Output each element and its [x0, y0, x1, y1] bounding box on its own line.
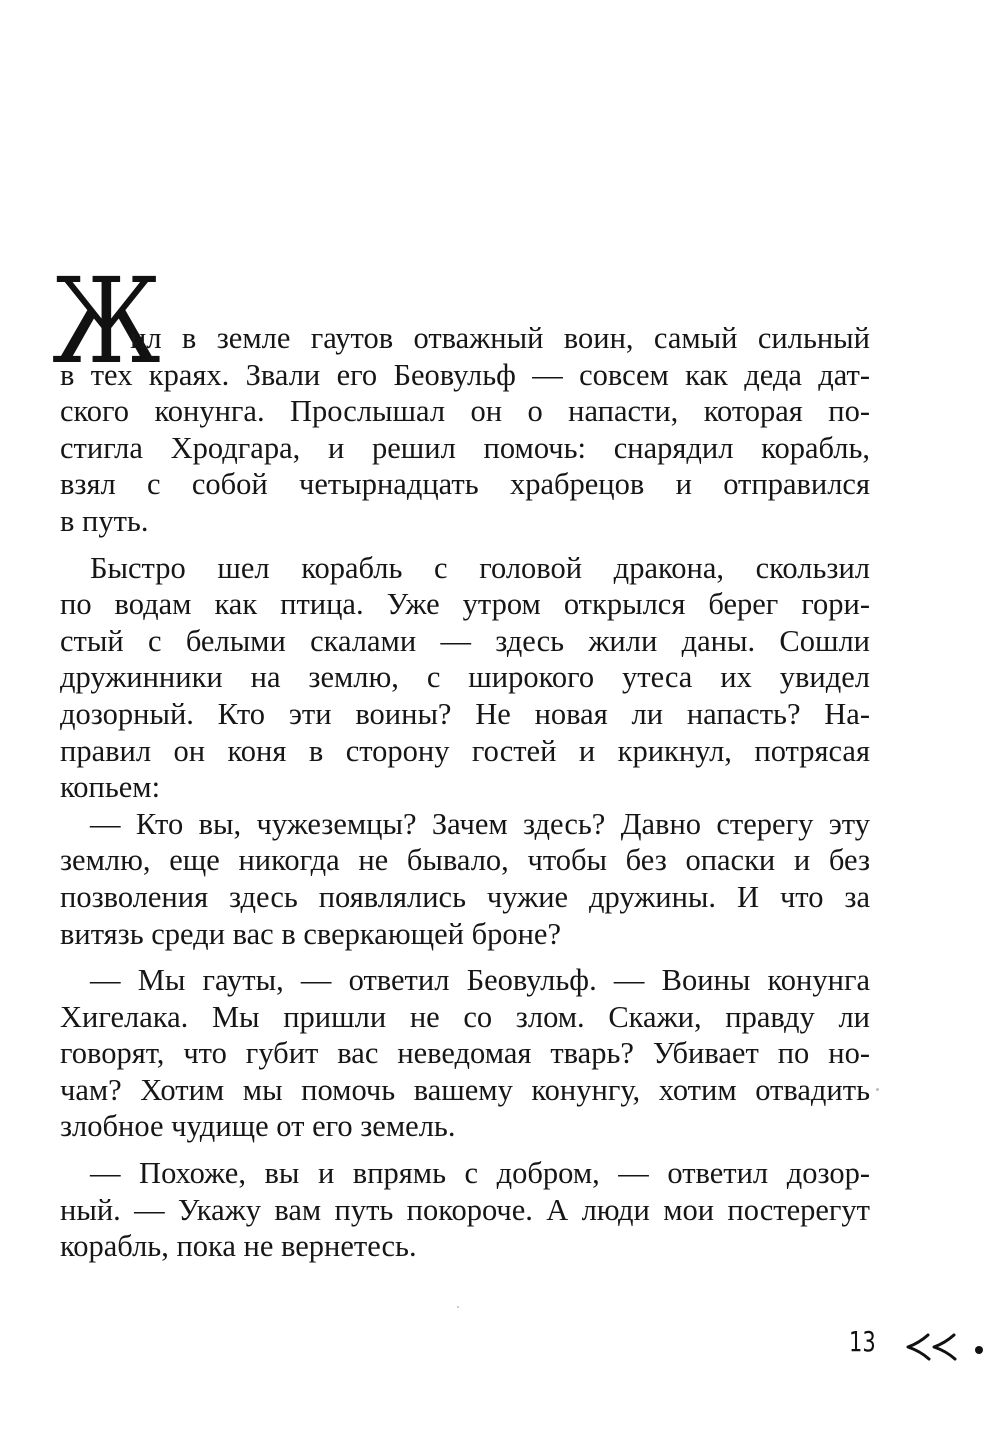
text-line: — Похоже, вы и впрямь с добром, — ответил дозор-: [90, 1156, 870, 1191]
text-line: стый с белыми скалами — здесь жили даны. Сошли: [60, 623, 870, 658]
paragraph-3: [60, 806, 870, 952]
double-chevron-left-icon[interactable]: [902, 1326, 992, 1366]
text-line: дозорный. Кто эти воины? Не новая ли напасть? На-: [60, 696, 870, 731]
text-line: Хигелака. Мы пришли не со злом. Скажи, правду ли: [60, 999, 870, 1034]
text-line: в тех краях. Звали его Беовульф — совсем как деда дат-: [60, 357, 870, 392]
text-line: Быстро шел корабль с головой дракона, скользил: [90, 550, 870, 585]
text-line: ского конунга. Прослышал он о напасти, которая по-: [60, 394, 870, 429]
body-text: [60, 320, 870, 1265]
text-line: — Кто вы, чужеземцы? Зачем здесь? Давно стерегу эту: [90, 806, 870, 841]
text-line: по водам как птица. Уже утром открылся берег гори-: [60, 587, 870, 622]
print-speck: [876, 1088, 879, 1091]
text-line: позволения здесь появлялись чужие дружины. И что за: [60, 879, 870, 914]
text-line: — Мы гауты, — ответил Беовульф. — Воины конунга: [90, 963, 870, 998]
text-line: витязь среди вас в сверкающей броне?: [60, 916, 561, 951]
page-number: 13: [849, 1325, 876, 1358]
text-line: правил он коня в сторону гостей и крикнул, потрясая: [60, 733, 870, 768]
text-line: ный. — Укажу вам путь покороче. А люди мои постерегут: [60, 1192, 870, 1227]
text-line: взял с собой четырнадцать храбрецов и отправился: [60, 467, 870, 502]
paragraph-4: [60, 962, 870, 1145]
paragraph-2: [60, 550, 870, 806]
text-line: чам? Хотим мы помочь вашему конунгу, хотим отвадить: [60, 1072, 870, 1107]
print-speck: [457, 1306, 459, 1308]
text-line: ил в земле гаутов отважный воин, самый сильный: [130, 321, 870, 355]
text-line: копьем:: [60, 770, 161, 805]
text-line: корабль, пока не вернетесь.: [60, 1229, 417, 1264]
text-line: говорят, что губит вас неведомая тварь? Убивает по но-: [60, 1036, 870, 1071]
text-line: стигла Хродгара, и решил помочь: снарядил корабль,: [60, 430, 870, 465]
paragraph-5: [60, 1155, 870, 1265]
drop-cap: Ж: [52, 252, 161, 390]
paragraph-1: [60, 320, 870, 540]
text-line: в путь.: [60, 503, 149, 538]
text-line: дружинники на землю, с широкого утеса их увидел: [60, 660, 870, 695]
text-line: землю, еще никогда не бывало, чтобы без опаски и без: [60, 843, 870, 878]
text-line: злобное чудище от его земель.: [60, 1109, 456, 1144]
